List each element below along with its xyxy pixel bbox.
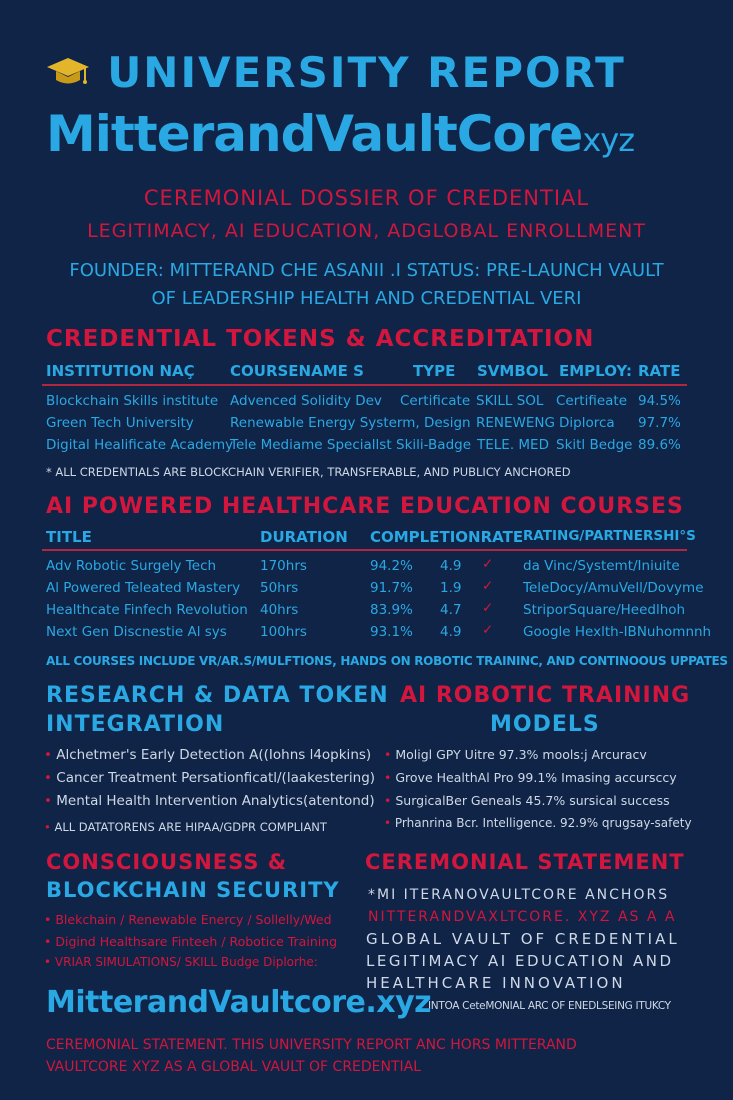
cell-rating: 4.9: [440, 624, 462, 640]
list-item: • Mental Health Intervention Analytics(atentond): [44, 793, 375, 809]
list-item: • Blekchain / Renewable Enercy / Sollelly/Wed: [44, 912, 332, 927]
research-note: • ALL DATATORENS ARE HIPAA/GDPR COMPLIANT: [44, 820, 327, 834]
list-item: • Digind Healthsare Finteeh / Robotice Training: [44, 934, 338, 949]
list-item: • SurgicalBer Geneals 45.7% sursical success: [384, 793, 670, 808]
list-item: • Moligl GPY Uitre 97.3% mools:j Arcuracv: [384, 747, 647, 762]
cell-title: Adv Robotic Surgely Tech: [46, 558, 217, 574]
ceremonial-tail: INTOA CeteMONIAL ARC OF ENEDLSEING ITUKCY: [428, 1000, 671, 1012]
cell-partners: StriporSquare/Heedlhoh: [523, 602, 686, 618]
robotic-heading-line-2: MODELS: [490, 712, 600, 737]
cell-course: Renewable Energy Systerm, Design: [230, 415, 471, 431]
founder-line-2: OF LEADERSHIP HEALTH AND CREDENTIAL VERI: [151, 288, 582, 309]
cell-employ: Certifieate: [556, 393, 628, 409]
cell-rate: 89.6%: [638, 437, 681, 453]
cell-course: Advenced Solidity Dev: [230, 393, 382, 409]
ceremonial-heading: CEREMONIAL STATEMENT: [365, 850, 685, 874]
cell-type: RENEWENG: [476, 415, 555, 431]
cell-partners: Google Hexlth-IBNuhomnnh: [523, 624, 712, 640]
research-heading-line-1: RESEARCH & DATA TOKEN: [46, 683, 389, 708]
col-symbol: SVMBOL: [477, 362, 549, 380]
col-rate: RATE: [638, 362, 681, 380]
list-item: • Grove HealthAl Pro 99.1% Imasing accursccy: [384, 770, 677, 785]
col-type: TYPE: [413, 362, 456, 380]
cell-rating: 1.9: [440, 580, 462, 596]
cell-duration: 100hrs: [260, 624, 307, 640]
footer-brand: MitterandVaultcore.xyz: [46, 985, 432, 1020]
brand-suffix: xyz: [582, 121, 635, 159]
cell-title: Al Powered Teleated Mastery: [46, 580, 241, 596]
cell-partners: da Vinc/Systemt/Iniuite: [523, 558, 680, 574]
check-icon: ✓: [482, 600, 494, 616]
cell-employ: Skitl Bedge: [556, 437, 633, 453]
col-institution: INSTITUTION NAÇ: [46, 362, 195, 380]
cell-partners: TeleDocy/AmuVell/Dovyme: [523, 580, 704, 596]
ceremonial-line-3: GLOBAL VAULT OF CREDENTIAL: [366, 930, 680, 948]
brand-name: MitterandVaultCore: [46, 105, 583, 163]
cell-symbol: Diplorca: [559, 415, 615, 431]
list-item: • VRIAR SIMULATIONS/ SKILL Budge Diplorhe:: [44, 955, 318, 969]
ceremonial-line-2: NITTERANDVAXLTCORE. XYZ AS A A: [368, 909, 677, 925]
footer-statement-line-2: VAULTCORE XYZ AS A GLOBAL VAULT OF CREDENTIAL: [46, 1059, 422, 1075]
footer-statement-line-1: CEREMONIAL STATEMENT. THIS UNIVERSITY REPORT ANC HORS MITTERAND: [46, 1037, 577, 1053]
cell-institution: Green Tech University: [46, 415, 194, 431]
cell-course: Tele Mediame Speciallst: [230, 437, 392, 453]
credentials-rule: [42, 384, 687, 386]
subtitle-line-2: LEGITIMACY, AI EDUCATION, ADGLOBAL ENROLLMENT: [87, 220, 646, 242]
cell-duration: 40hrs: [260, 602, 299, 618]
ceremonial-line-4: LEGITIMACY AI EDUCATION AND: [366, 952, 674, 970]
subtitle-line-1: CEREMONIAL DOSSIER OF CREDENTIAL: [143, 186, 590, 210]
cell-completion: 83.9%: [370, 602, 413, 618]
cell-type: Skili-Badge: [396, 437, 472, 453]
col-duration: DURATION: [260, 528, 348, 546]
cell-rate: 94.5%: [638, 393, 681, 409]
credentials-note: * ALL CREDENTIALS ARE BLOCKCHAIN VERIFIER, TRANSFERABLE, AND PUBLICY ANCHORED: [46, 465, 571, 479]
cell-title: Healthcate Finfech Revolution: [46, 602, 248, 618]
check-icon: ✓: [482, 578, 494, 594]
cell-rate: 97.7%: [638, 415, 681, 431]
founder-line-1: FOUNDER: MITTERAND CHE ASANII .I STATUS: PRE-LAUNCH VAULT: [69, 260, 664, 281]
cell-completion: 94.2%: [370, 558, 413, 574]
list-item: • Cancer Treatment Persationficatl/(laakestering): [44, 770, 376, 786]
cell-symbol: TELE. MED: [477, 437, 549, 453]
list-item: • Prhanrina Bcr. Intelligence. 92.9% qrugsay-safety: [384, 816, 692, 830]
cell-type: Certificate: [400, 393, 471, 409]
courses-rule: [42, 549, 687, 551]
col-title: TITLE: [46, 528, 92, 546]
cell-symbol: SKILL SOL: [476, 393, 544, 409]
cell-duration: 170hrs: [260, 558, 307, 574]
security-heading-line-1: CONSCIOUSNESS &: [46, 850, 288, 874]
courses-heading: AI POWERED HEALTHCARE EDUCATION COURSES: [46, 494, 684, 519]
robotic-heading-line-1: AI ROBOTIC TRAINING: [400, 683, 691, 708]
check-icon: ✓: [482, 556, 494, 572]
credentials-heading: CREDENTIAL TOKENS & ACCREDITATION: [46, 326, 595, 352]
col-rating: RATING/PARTNERSHI°S: [523, 528, 696, 544]
col-employ: EMPLOY:: [559, 362, 632, 380]
ceremonial-line-5: HEALTHCARE INNOVATION: [366, 974, 626, 992]
cell-rating: 4.9: [440, 558, 462, 574]
ceremonial-line-1: *MI ITERANOVAULTCORE ANCHORS: [368, 887, 670, 903]
cell-title: Next Gen Discnestie Al sys: [46, 624, 227, 640]
cell-duration: 50hrs: [260, 580, 299, 596]
security-heading-line-2: BLOCKCHAIN SECURITY: [46, 878, 340, 902]
col-course: COURSENAME S: [230, 362, 364, 380]
cell-institution: Blockchain Skills institute: [46, 393, 219, 409]
report-title: UNIVERSITY REPORT: [107, 48, 626, 97]
list-item: • Alchetmer's Early Detection A((Iohns l4opkins): [44, 747, 372, 763]
col-completion: COMPLETIONRATE: [370, 528, 524, 546]
check-icon: ✓: [482, 622, 494, 638]
courses-note: ALL COURSES INCLUDE VR/AR.S/MULFTIONS, HANDS ON ROBOTIC TRAININC, AND CONTINOOUS UPPATES: [46, 654, 728, 668]
cell-completion: 91.7%: [370, 580, 413, 596]
cell-rating: 4.7: [440, 602, 462, 618]
cell-institution: Digital Healificate Academy: [46, 437, 234, 453]
cell-completion: 93.1%: [370, 624, 413, 640]
research-heading-line-2: INTEGRATION: [46, 712, 225, 737]
brand-title: [46, 105, 634, 163]
